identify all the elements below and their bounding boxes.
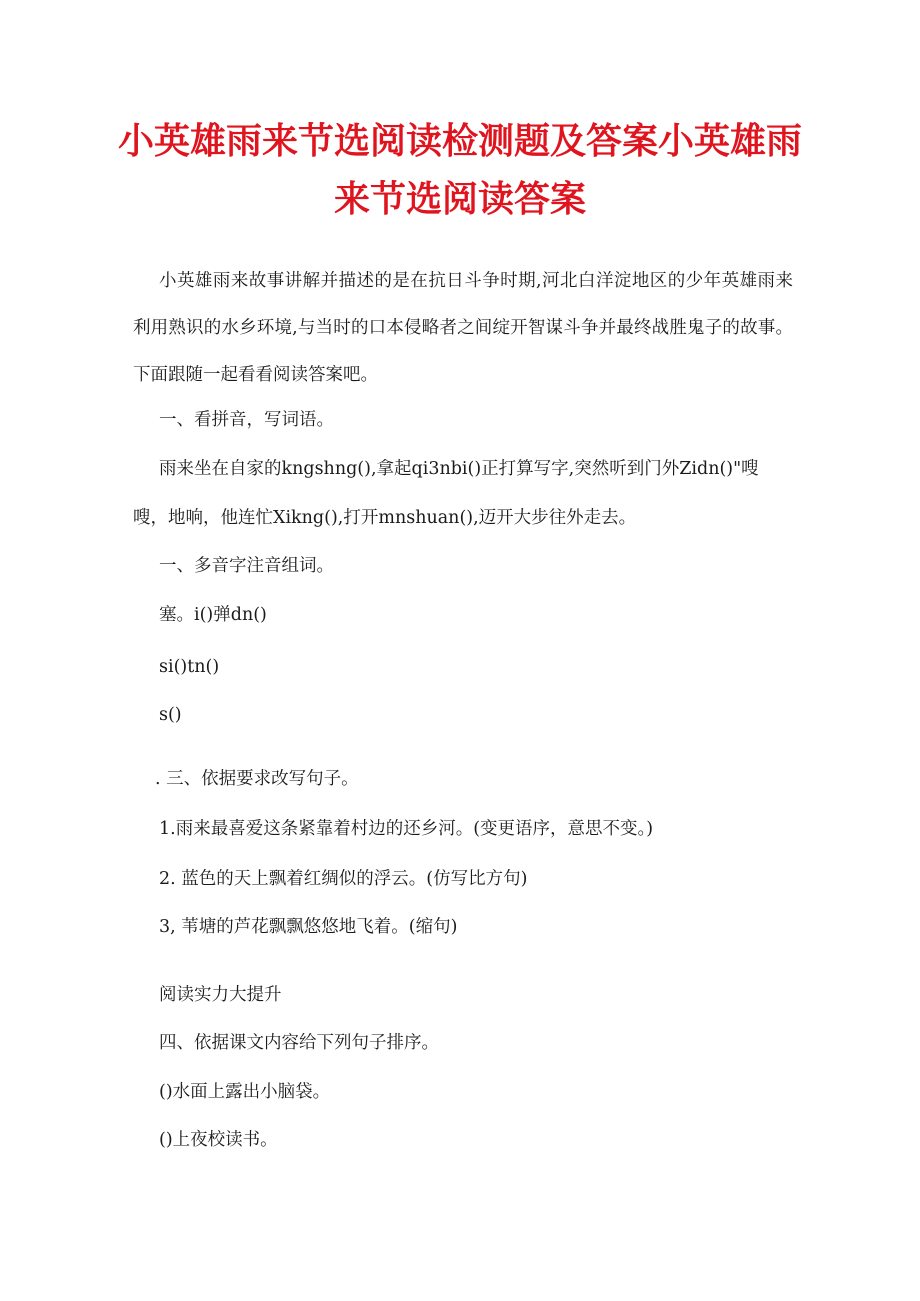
polyphone-line-3: s() bbox=[159, 705, 182, 725]
section3-heading: . 三、依据要求改写句子。 bbox=[155, 769, 359, 789]
intro-paragraph: 小英雄雨来故事讲解并描述的是在抗日斗争时期,河北白洋淀地区的少年英雄雨来利用熟识的水乡环境,与当时的口本侵略者之间绽开智谋斗争并最终战胜鬼子的故事。下面跟随一起看看阅读答案吧。 bbox=[133, 271, 793, 385]
rewrite-item-2: 2. 蓝色的天上飘着红绸似的浮云。(仿写比方句) bbox=[159, 869, 528, 889]
reading-heading: 阅读实力大提升 bbox=[159, 985, 282, 1005]
document-title: 小英雄雨来节选阅读检测题及答案小英雄雨来节选阅读答案 bbox=[117, 120, 802, 220]
pinyin-line-2: 嗖，地响，他连忙Xikng(),打开mnshuan(),迈开大步往外走去。 bbox=[133, 508, 637, 528]
polyphone-line-2: si()tn() bbox=[159, 657, 220, 677]
section1-heading: 一、看拼音，写词语。 bbox=[159, 410, 334, 430]
rewrite-item-1: 1.雨来最喜爱这条紧靠着村边的还乡河。(变更语序，意思不变。) bbox=[159, 819, 654, 839]
order-item-2: ()上夜校读书。 bbox=[159, 1130, 278, 1150]
polyphone-line-1: 塞。i()弹dn() bbox=[159, 605, 267, 625]
pinyin-line-1: 雨来坐在自家的kngshng(),拿起qi3nbi()正打算写字,突然听到门外Zidn()"嗖 bbox=[159, 459, 759, 479]
section2-heading: 一、多音字注音组词。 bbox=[159, 556, 334, 576]
section4-heading: 四、依据课文内容给下列句子排序。 bbox=[159, 1033, 439, 1053]
order-item-1: ()水面上露出小脑袋。 bbox=[159, 1082, 331, 1102]
rewrite-item-3: 3, 苇塘的芦花飘飘悠悠地飞着。(缩句) bbox=[159, 917, 458, 937]
